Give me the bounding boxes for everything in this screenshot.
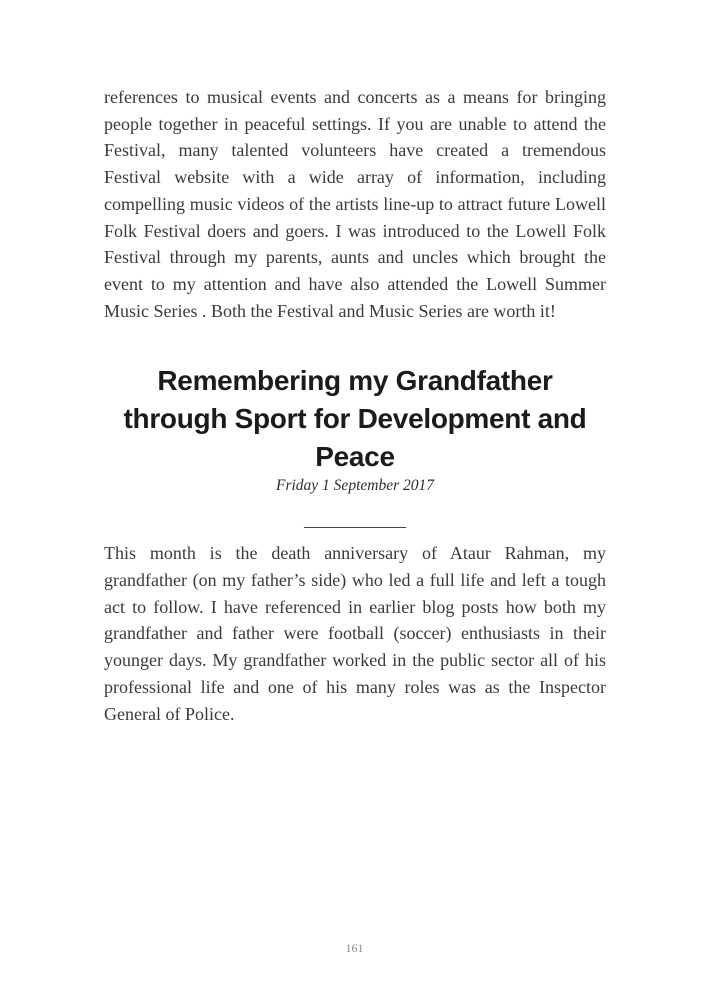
section-divider: ____________ [304,511,406,531]
post-body-paragraph: This month is the death anniversary of Ataur Rahman, my grandfather (on my father’s side) who led a full life and left a tough act to follow. I have referenced in earlier blog posts how both my grandfather and father were football (soccer) enthusiasts in their younger days. My grandfather worked in the public sector all of his professional life and one of his many roles was as the Inspector General of Police. [104,543,606,724]
post-title [104,362,606,476]
post-title-line-2: through Sport for Development and [123,403,587,435]
page-content [104,84,606,727]
post-title-line-3: Peace [315,441,395,473]
page-number: 161 [345,941,364,955]
intro-paragraph: references to musical events and concerts as a means for bringing people together in peaceful settings. If you are unable to attend the Festival, many talented volunteers have created a tremendous Festival website with a wide array of information, including compelling music videos of the artists line-up to attract future Lowell Folk Festival doers and goers. I was introduced to the Lowell Folk Festival through my parents, aunts and uncles which brought the event to my attention and have also attended the Lowell Summer Music Series . Both the Festival and Music Series are worth it! [104,87,606,321]
post-date: Friday 1 September 2017 [276,477,434,495]
post-title-line-1: Remembering my Grandfather [157,365,553,397]
